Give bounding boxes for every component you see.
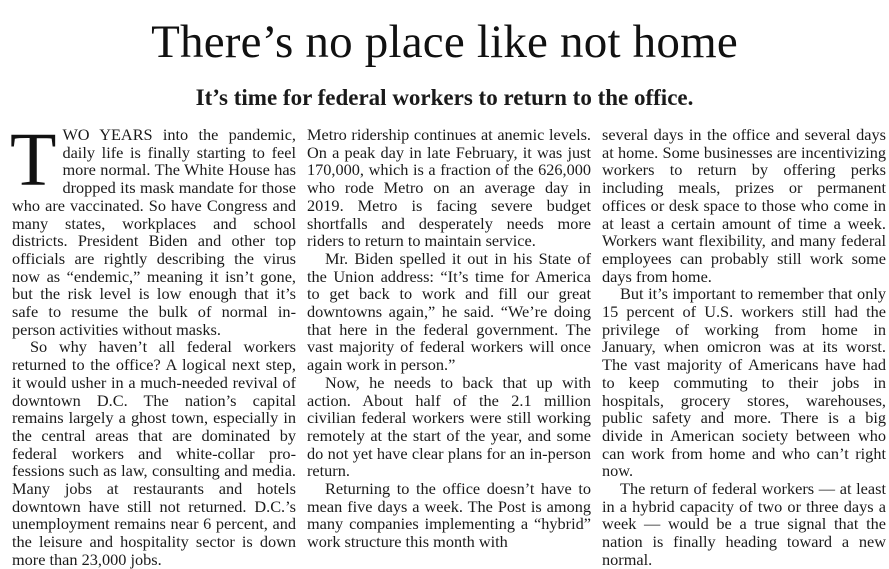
- column-1: [10, 118, 296, 569]
- paragraph-5: Now, he needs to back that up with action. About half of the 2.1 million civilian federal workers were still working remotely at the start of the year, and some do not yet have clear plans for an in-person return.: [307, 372, 591, 481]
- paragraph-2: So why haven’t all federal workers returned to the office? A logical next step, it would usher in a much-needed revival of downtown D.C. The nation’s capital remains largely a ghost town, especially in the central areas that are dominated by federal workers and white-collar professions such as law, consulting and media. Many jobs at restaurants and hotels downtown have still not returned. D.C.’s unemployment remains near 6 percent, and the leisure and hospitality sector is down more than 23,000 jobs.: [12, 337, 296, 569]
- paragraph-6: Returning to the office doesn’t have to mean five days a week. The Post is among many companies implementing a “hybrid” work structure this month with: [307, 479, 591, 552]
- drop-cap: T: [10, 118, 57, 202]
- paragraph-9: The return of federal workers — at least in a hybrid capacity of two or three days a week — would be a true signal that the nation is finally heading toward a new normal.: [602, 479, 886, 569]
- paragraph-3: Metro ridership continues at anemic levels. On a peak day in late February, it was just 170,000, which is a fraction of the 626,000 who rode Metro on an average day in 2019. Metro is facing severe budget shortfalls and desperately needs more riders to return to maintain service.: [307, 125, 591, 251]
- paragraph-7: several days in the office and several days at home. Some businesses are incentivizing workers to return by offering perks including meals, prizes or permanent offices or desk space to those who come in at least a certain amount of time a week. Workers want flexibility, and many federal employees can probably still work some days from home.: [602, 125, 886, 286]
- column-3: [602, 126, 886, 569]
- paragraph-1: [10, 118, 296, 339]
- paragraph-1-text: WO YEARS into the pandemic, daily life is finally starting to feel more normal. The White House has dropped its mask mandate for those who are vaccinated. So have Congress and many states, workplaces and school districts. President Biden and other top officials are rightly describing the virus now as “endemic,” meaning it isn’t gone, but the risk level is low enough that it’s safe to resume the bulk of normal in-person activities without masks.: [12, 125, 296, 339]
- paragraph-4: Mr. Biden spelled it out in his State of the Union address: “It’s time for America to get back to work and fill our great downtowns again,” he said. “We’re doing that here in the federal government. The vast majority of federal workers will once again work in person.”: [307, 248, 591, 375]
- paragraph-8: But it’s important to remember that only 15 percent of U.S. workers still had the privilege of working from home in January, when omicron was at its worst. The vast majority of Americans have had to keep commuting to their jobs in hospitals, grocery stores, warehouses, public safety and more. There is a big divide in American society between who can work from home and who can’t right now.: [602, 284, 886, 481]
- subheadline: It’s time for federal workers to return to the office.: [195, 85, 694, 110]
- column-2: [307, 126, 591, 551]
- headline: There’s no place like not home: [151, 16, 738, 68]
